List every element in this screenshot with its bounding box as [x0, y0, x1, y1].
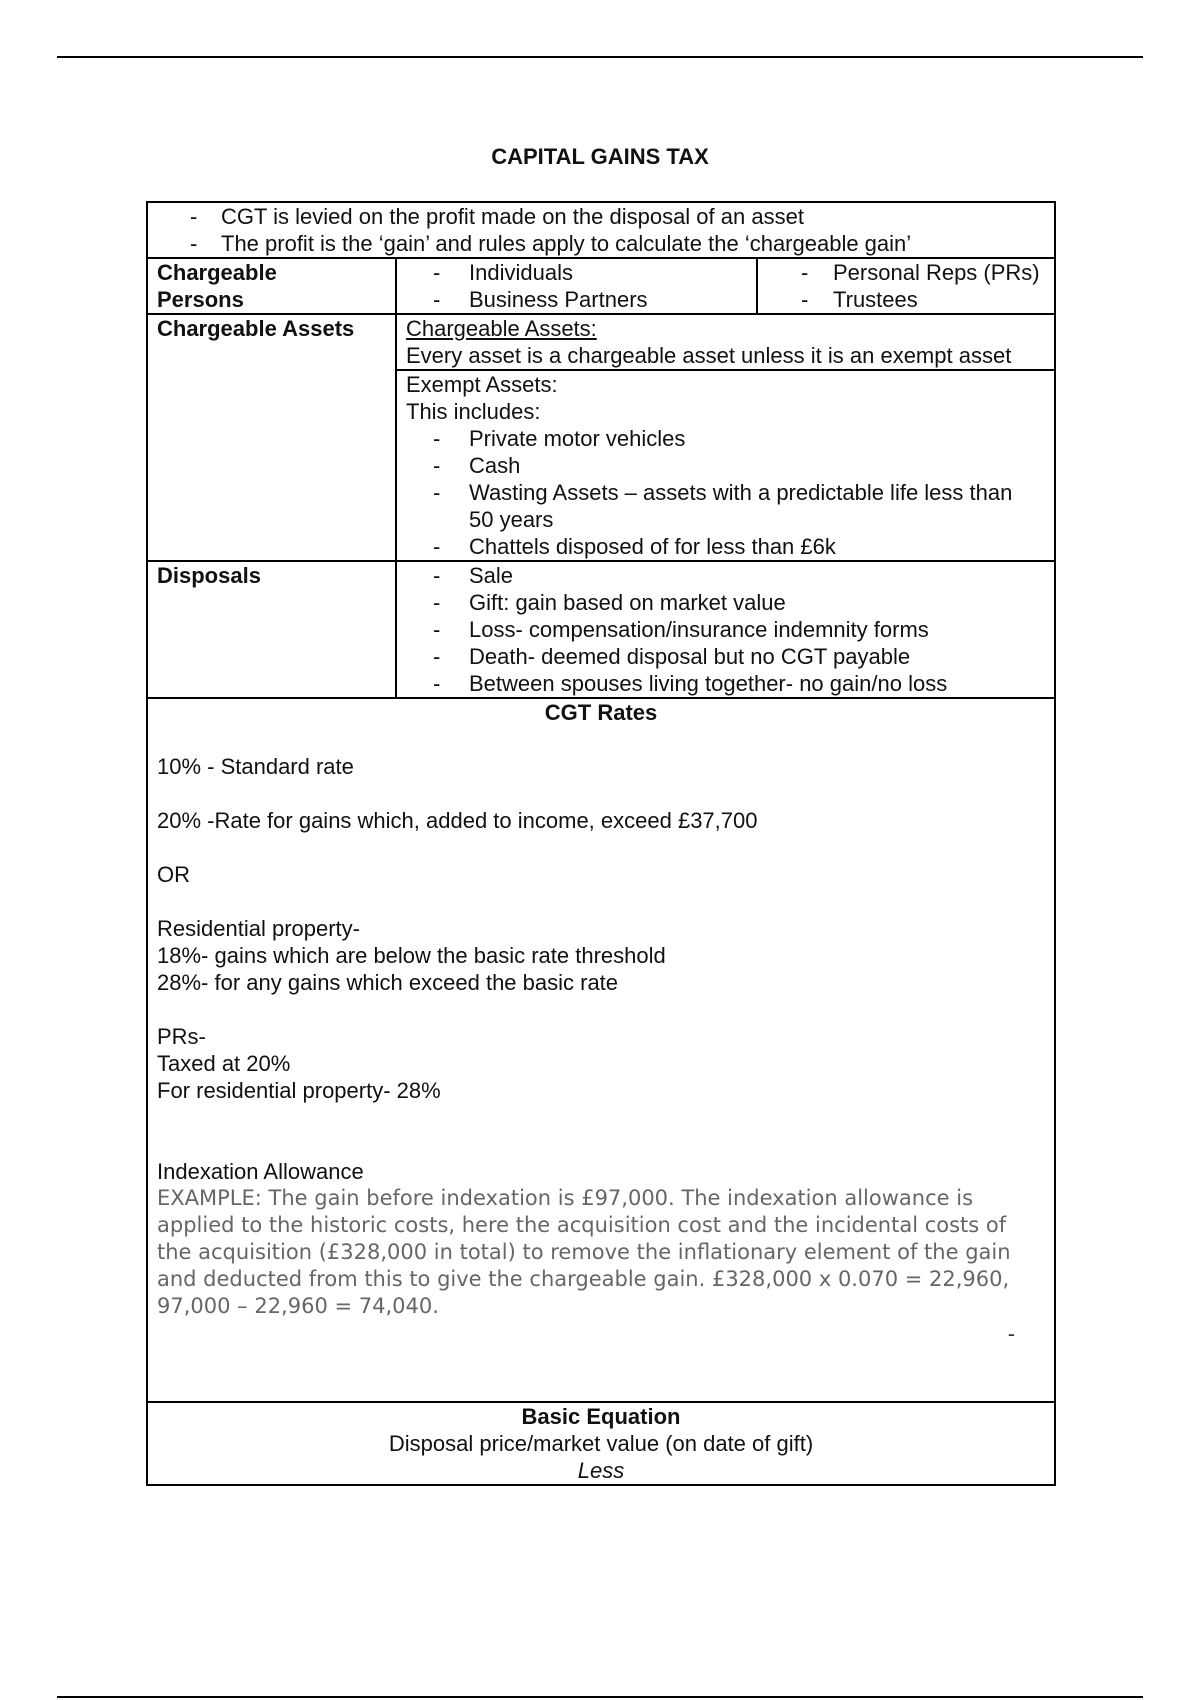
residential-heading: Residential property- — [157, 916, 360, 941]
cgt-rates-row — [147, 698, 1055, 1402]
chargeable-assets-text: Every asset is a chargeable asset unless it is an exempt asset — [406, 343, 1012, 368]
exempt-assets-cell — [396, 370, 1055, 561]
list-item: - Gift: gain based on market value — [397, 589, 1054, 616]
chargeable-assets-cell — [396, 314, 1055, 370]
persons-list-1 — [397, 259, 756, 313]
list-item: - Sale — [397, 562, 1054, 589]
list-item: - Wasting Assets – assets with a predictable life less than 50 years — [397, 479, 1035, 533]
list-item: - Trustees — [758, 286, 1050, 313]
cgt-table — [146, 201, 1056, 1486]
trailing-dash: - — [1007, 1321, 1016, 1346]
disposals-row — [147, 561, 1055, 698]
standard-rate: 10% - Standard rate — [157, 754, 354, 779]
prs-heading: PRs- — [157, 1024, 206, 1049]
cgt-rates-cell — [147, 698, 1055, 1402]
basic-equation-cell — [147, 1402, 1055, 1485]
chargeable-persons-row — [147, 258, 1055, 314]
exempt-assets-list — [397, 425, 1045, 560]
indexation-example: EXAMPLE: The gain before indexation is £97,000. The indexation allowance is applied to the historic costs, here the acquisition cost and the incidental costs of the acquisition (£328,000 in total) to remove the inflationary element of the gain and deducted from this to give the chargeable gain. £328,000 x 0.070 = 22,960, 97,000 – 22,960 = 74,040. — [157, 1186, 1011, 1318]
persons-list-2 — [758, 259, 1050, 313]
list-item: - Loss- compensation/insurance indemnity forms — [397, 616, 1054, 643]
exempt-assets-heading: Exempt Assets: — [406, 372, 558, 397]
list-item: - Individuals — [397, 259, 756, 286]
header-rule — [57, 56, 1143, 58]
list-item: - Chattels disposed of for less than £6k — [397, 533, 1035, 560]
list-item: - Between spouses living together- no gain/no loss — [397, 670, 1054, 697]
prs-residential-rate: For residential property- 28% — [157, 1078, 441, 1103]
basic-equation-line: Disposal price/market value (on date of gift) — [388, 1431, 814, 1456]
indexation-heading: Indexation Allowance — [157, 1159, 364, 1184]
list-item: - Business Partners — [397, 286, 756, 313]
basic-equation-row — [147, 1402, 1055, 1485]
prs-rate: Taxed at 20% — [157, 1051, 291, 1076]
list-item: - Cash — [397, 452, 1035, 479]
chargeable-persons-label: Chargeable Persons — [147, 258, 396, 314]
residential-low-rate: 18%- gains which are below the basic rate threshold — [157, 943, 666, 968]
chargeable-assets-heading: Chargeable Assets: — [406, 316, 597, 341]
or-text: OR — [157, 862, 190, 887]
list-item: - Personal Reps (PRs) — [758, 259, 1050, 286]
list-item: - Private motor vehicles — [397, 425, 1035, 452]
basic-equation-less: Less — [577, 1458, 625, 1483]
list-item: - The profit is the ‘gain’ and rules apply to calculate the ‘chargeable gain’ — [148, 230, 1045, 257]
disposals-label: Disposals — [147, 561, 396, 698]
disposals-list — [397, 562, 1054, 697]
chargeable-assets-row — [147, 314, 1055, 370]
exempt-assets-intro: This includes: — [406, 399, 541, 424]
residential-high-rate: 28%- for any gains which exceed the basic rate — [157, 970, 619, 995]
list-item: - Death- deemed disposal but no CGT payable — [397, 643, 1054, 670]
page-title: CAPITAL GAINS TAX — [491, 144, 709, 169]
basic-equation-heading: Basic Equation — [521, 1404, 681, 1429]
intro-list — [148, 203, 1045, 257]
cgt-rates-heading: CGT Rates — [544, 700, 658, 725]
list-item: - CGT is levied on the profit made on the disposal of an asset — [148, 203, 1045, 230]
intro-row — [147, 202, 1055, 258]
footer-rule — [57, 1696, 1143, 1698]
higher-rate: 20% -Rate for gains which, added to income, exceed £37,700 — [157, 808, 758, 833]
chargeable-assets-label: Chargeable Assets — [147, 314, 396, 561]
